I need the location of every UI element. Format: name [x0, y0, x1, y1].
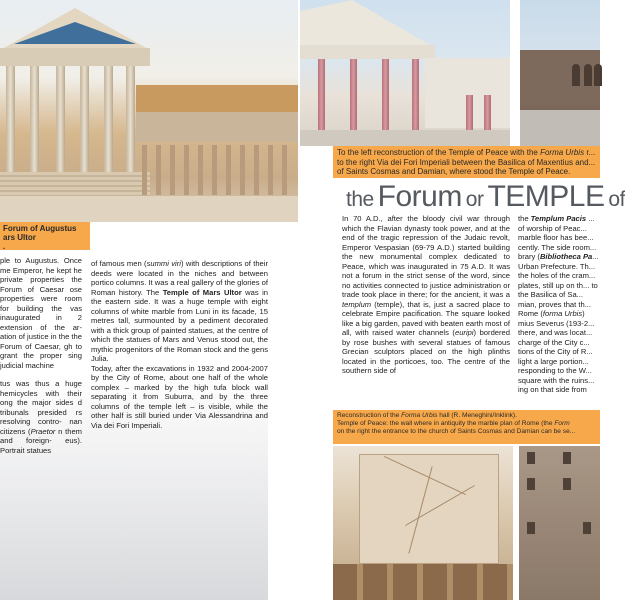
title-word: Forum [377, 180, 462, 213]
via-fori-photo [520, 0, 600, 146]
portico-column [198, 145, 203, 195]
caption-line [337, 412, 596, 420]
caption-italic: Forma Urbis [540, 148, 585, 157]
italic-run: euripi [454, 328, 474, 337]
paragraph [91, 259, 268, 364]
text-run: ) bordered by rose bushes with several statues of famous Grecian sculptors placed on the high plinths located in the porticoes, too. The centre of the southern side of [342, 328, 510, 375]
title-word: the [346, 188, 374, 211]
forum-augustus-caption [0, 222, 90, 250]
text-run: hall (R. Meneghini/Inklink). [437, 412, 517, 419]
portico-column [254, 145, 259, 195]
caption-text: To the left reconstruction of the Temple of Peace with the [337, 148, 541, 157]
text-run: In 70 A.D., after the bloody civil war through which the Flavian dynasty took power, and at the end of the tragic repression of the Judaic revolt, Emperor Vespasian (69-79 A.D.) started building the new monumental complex dedicated to Peace, which was inaugurated in 75 A.D. It was not a forum in the strict sense of the word, since no activities connected to justice administration or trade took place in there; for the ancient, it was a [342, 214, 510, 299]
road [520, 110, 600, 146]
portico-column [142, 145, 147, 195]
body-column-right-2 [518, 214, 600, 410]
italic-run: Praetor [30, 426, 56, 436]
temple-column [6, 66, 15, 172]
text-run: was in the eastern side. It was a huge temple with eight columns of white marble from Luni in its facade, 15 metres tall, surmounted by a pediment decorated with a thick group of painted statues, at the centre of which the statues of Mars and Venus stood out, the mythic progenitors of the Roman stock and the gens Julia. [91, 287, 269, 363]
caption-line [337, 420, 596, 428]
title-word: of [608, 188, 625, 211]
text-run: tus was thus a huge hemicycles with their ong the major sides d tribunals presided rs resolving contro- nan citizens ( [0, 379, 82, 436]
arch-window [584, 64, 592, 86]
pink-column [350, 59, 357, 141]
portico-column [170, 145, 175, 195]
text-run: (temple), that is, just a sacred place to celebrate Empire pacification. The square looked like a big garden, paved with beaten earth most of all, with raised water channels ( [342, 299, 511, 337]
body-column-right-1 [342, 214, 510, 376]
temple-column [30, 66, 39, 172]
forum-pavement [0, 196, 298, 222]
pink-column [382, 59, 389, 141]
window [527, 522, 535, 534]
italic-run: forma Urbis [542, 309, 583, 318]
temple-column [80, 66, 89, 172]
title-word: TEMPLE [487, 180, 605, 213]
portico-column [282, 145, 287, 195]
caption-text: r... to the right Via dei Fori Imperiali between the Basilica of Maxentius and... of Saints Cosmas and Damian, where stood the Temple of Peace. [337, 148, 596, 176]
temple-column [126, 66, 135, 172]
temple-peace-illustration [300, 0, 510, 146]
caption-line: ars Ultor [3, 233, 36, 242]
spacer [300, 146, 333, 176]
title-word: or [465, 188, 484, 211]
text-run: Temple of Peace: the wall where in antiquity the marble plan of Rome (the [337, 420, 555, 427]
temple-pediment [300, 0, 430, 45]
portico-column [184, 145, 189, 195]
paragraph: ple to Augustus. Once me Emperor, he kept he private properties the Forum of Caesar ose properties were room for building the vas inaugurated in 2 extension of the ar- ation of justice in the the Forum of Caesar, gh to grant the proper sing judicial machine [0, 256, 82, 370]
forma-urbis-caption [333, 410, 600, 444]
window [583, 522, 591, 534]
pink-column [466, 95, 473, 135]
page-title [346, 180, 625, 214]
paragraph [518, 214, 600, 395]
window [563, 478, 571, 490]
arch-window [594, 64, 602, 86]
window [527, 478, 535, 490]
caption-line: on the right the entrance to the church of Saints Cosmas and Damian can be se... [337, 428, 576, 435]
text-run: the [518, 214, 531, 223]
portico-column [240, 145, 245, 195]
temple-entablature [0, 48, 150, 66]
paragraph [342, 214, 510, 376]
square-ground [300, 130, 510, 146]
paragraph [0, 379, 82, 455]
caption-line: Forum of Augustus [3, 224, 77, 233]
text-run: Reconstruction of the [337, 412, 402, 419]
pink-column [318, 59, 325, 141]
portico-attic [136, 112, 298, 142]
pink-column [484, 95, 491, 135]
portico-wall [136, 85, 298, 115]
italic-run: templum [342, 299, 372, 309]
text-run: ... of worship of Peac... marble floor has bee... cently. The side room... brary ( [518, 214, 597, 261]
body-column-left-1 [0, 256, 82, 455]
pink-column [412, 59, 419, 141]
portico-column [156, 145, 161, 195]
caption-line: . [3, 242, 6, 251]
temple-column [56, 66, 65, 172]
bold-italic-run: Templum Pacis [530, 214, 587, 223]
forum-augustus-illustration [0, 0, 298, 222]
cabinets [333, 564, 513, 600]
temple-peace-caption [333, 146, 600, 178]
bold-run: Temple of Mars Ultor [162, 287, 242, 297]
window [563, 452, 571, 464]
marble-map-panel [359, 454, 499, 564]
arch-window [572, 64, 580, 86]
forma-urbis-hall-illustration [333, 446, 513, 600]
italic-run: summi viri [146, 259, 181, 268]
portico-column [226, 145, 231, 195]
italic-run: Forma Urbis [401, 412, 438, 419]
body-column-left-2 [91, 259, 268, 430]
text-run: ) with descriptions of their deeds were located in the niches and between portico columns. It was a real gallery of the glories of Roman history. The [91, 259, 268, 297]
temple-entablature [300, 45, 435, 59]
text-run: ) mius Severus (193-2... there, and was locat... charge of the City c... tions of the City of R... light a large portion... responding to the W... square with the ruins... ing on that side from [518, 309, 595, 394]
portico-column [268, 145, 273, 195]
portico-column [212, 145, 217, 195]
temple-column [104, 66, 113, 172]
text-run: n them and foreign- eus). Portrait statues [0, 426, 82, 455]
text-run: ... Urban Prefecture. Th... the holes of the cram... plates, still up on th... to the Basilica of Sa... mian, proves that th... Rome ( [518, 252, 599, 318]
bold-italic-run: Bibliotheca Pa [539, 252, 593, 261]
text-run: of famous men ( [91, 259, 147, 268]
temple-wall-photo [519, 446, 600, 600]
paragraph: Today, after the excavations in 1932 and 2004-2007 by the City of Rome, about one half of the whole complex – marked by the high tufa block wall separating it from Suburra, and by the three columns of the temple left – is visible, while the other half is still buried under Via Alessandrina and Via dei Fori Imperiali. [91, 363, 268, 430]
map-line [405, 485, 475, 526]
italic-run: Form [554, 420, 570, 427]
window [527, 452, 535, 464]
